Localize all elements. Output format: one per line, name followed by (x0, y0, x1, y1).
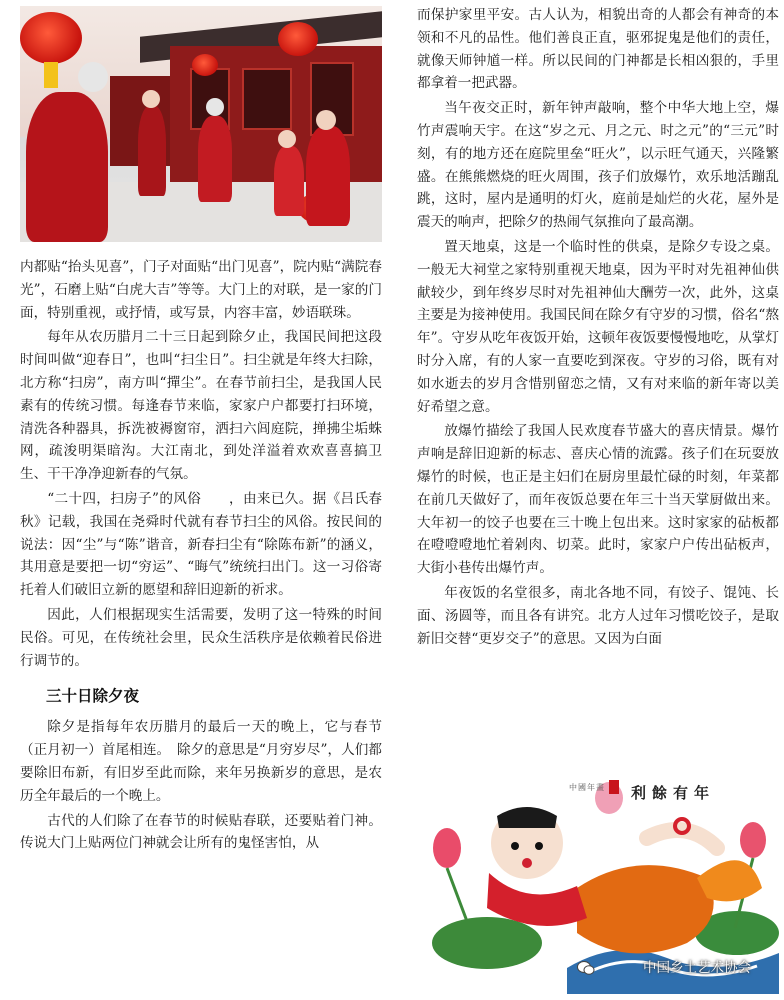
artwork-title: 利餘有年 (631, 784, 716, 802)
child-head (278, 130, 296, 148)
child-hair (497, 807, 557, 828)
lotus-leaf (432, 917, 542, 969)
lotus-flower (433, 828, 461, 868)
child-figure (274, 146, 304, 216)
child-eye (511, 842, 519, 850)
paragraph: 每年从农历腊月二十三日起到除夕止，我国民间把这段时间叫做“迎春日”，也叫“扫尘日”。扫尘就是年终大扫除，北方称“扫房”，南方叫“撣尘”。在春节前扫尘，是我国人民素有的传统习惯。每逢春节来临，家家户户都要打扫环境，清洗各种器具，拆洗被褥窗帘，洒扫六闾庭院，掸拂尘垢蛛网，疏浚明渠暗沟。大江南北，到处洋溢着欢欢喜喜搞卫生、干干净净迎新春的气氛。 (20, 329, 382, 483)
lantern (278, 22, 318, 56)
mother-head (316, 110, 336, 130)
grandmother-head (206, 98, 224, 116)
lantern (20, 12, 82, 64)
child-mouth (522, 858, 532, 868)
paragraph: 除夕是指每年农历腊月的最后一天的晚上，它与春节（正月初一）首尾相连。 除夕的意思是“月穷岁尽”，人们都要除旧布新，有旧岁至此而除，来年另换新岁的意思，是农历全年最后的一个晚上。 (20, 719, 382, 804)
wechat-icon (577, 960, 595, 976)
father-figure (138, 106, 166, 196)
building-window (242, 68, 292, 130)
child-eye (535, 842, 543, 850)
grandmother-figure (198, 116, 232, 202)
goldfish-body (577, 865, 714, 953)
right-column (417, 4, 779, 652)
mother-figure (306, 126, 350, 226)
paragraph: “二十四，扫房子”的风俗 ，由来已久。据《吕氏春秋》记载，我国在尧舜时代就有春节扫尘的风俗。按民间的说法：因“尘”与“陈”谐音，新春扫尘有“除陈布新”的涵义，其用意是要把一切“穷运”、“晦气”统统扫出门。这一习俗寄托着人们破旧立新的愿望和辞旧迎新的祈求。 (20, 490, 382, 599)
family-new-year-photo (20, 6, 382, 242)
father-head (142, 90, 160, 108)
grandfather-figure (26, 92, 108, 242)
paragraph: 置天地桌，这是一个临时性的供桌，是除夕专设之桌。一般无大祠堂之家特别重视天地桌，因为平时对先祖神仙供献较少，到年终岁尽时对先祖神仙大酬劳一次，此外，这桌主要是为接神使用。我国民间在除夕有守岁的习惯，俗名“熬年”。守岁从吃年夜饭开始，这顿年夜饭要慢慢地吃，从掌灯时分入席，有的人家一直要吃到深夜。守岁的习俗，既有对如水逝去的岁月含惜别留恋之情，又有对来临的新年寄以美好希望之意。 (417, 238, 779, 415)
paragraph: 内都贴“抬头见喜”，门子对面贴“出门见喜”，院内贴“满院春光”，石磨上贴“白虎大吉”等等。大门上的对联，是一家的门面，特别重视，或抒情，或写景，内容丰富，妙语联珠。 (20, 259, 382, 321)
paragraph: 因此，人们根据现实生活需要，发明了这一特殊的时间民俗。可见，在传统社会里，民众生活秩序是依赖着民俗进行调节的。 (20, 606, 382, 669)
paragraph: 古代的人们除了在春节的时候贴春联，还要贴着门神。传说大门上贴两位门神就会让所有的鬼怪害怕，从 (20, 812, 382, 852)
nianhua-artwork (417, 768, 779, 994)
section-title: 三十日除夕夜 (46, 687, 140, 706)
paragraph: 当午夜交正时，新年钟声敲响，整个中华大地上空，爆竹声震响天宇。在这“岁之元、月之元、时之元”的“三元”时刻，有的地方还在庭院里垒“旺火”，以示旺气通天，兴隆繁盛。在熊熊燃烧的旺火周围，孩子们放爆竹，欢乐地活蹦乱跳，这时，屋内是通明的灯火，庭前是灿烂的火花，屋外是震天的响声，把除夕的热闹气氛推向了最高潮。 (417, 100, 779, 231)
paragraph: 年夜饭的名堂很多，南北各地不同，有饺子、馄饨、长面、汤圆等，而且各有讲究。北方人过年习惯吃饺子，是取新旧交替“更岁交子”的意思。又因为白面 (417, 584, 779, 647)
red-seal-stamp (609, 780, 619, 794)
grandfather-head (78, 62, 108, 92)
lotus-flower (740, 822, 766, 858)
left-column (20, 0, 382, 857)
lantern-tassel (44, 62, 58, 88)
lantern (192, 54, 218, 76)
paragraph: 放爆竹描绘了我国人民欢度春节盛大的喜庆情景。爆竹声响是辞旧迎新的标志、喜庆心情的流露。孩子们在玩耍放爆竹的时候，也正是主妇们在厨房里最忙碌的时刻，年菜都在前几天做好了，而年夜饭总要在年三十当天掌厨做出来。大年初一的饺子也要在三十晚上包出来。这时家家的砧板都在噔噔噔地忙着剁肉、切菜。此时，家家户户传出砧板声，大街小巷传出爆竹声。 (417, 423, 779, 577)
paragraph: 而保护家里平安。古人认为，相貌出奇的人都会有神奇的本领和不凡的品性。他们善良正直，驱邪捉鬼是他们的责任，就像天师钟馗一样。所以民间的门神都是长相凶狠的，手里都拿着一把武器。 (417, 7, 779, 92)
artwork-seal-text: 中國年畫 (569, 783, 605, 792)
watermark-text: 中国乡土艺术协会 (643, 960, 751, 976)
